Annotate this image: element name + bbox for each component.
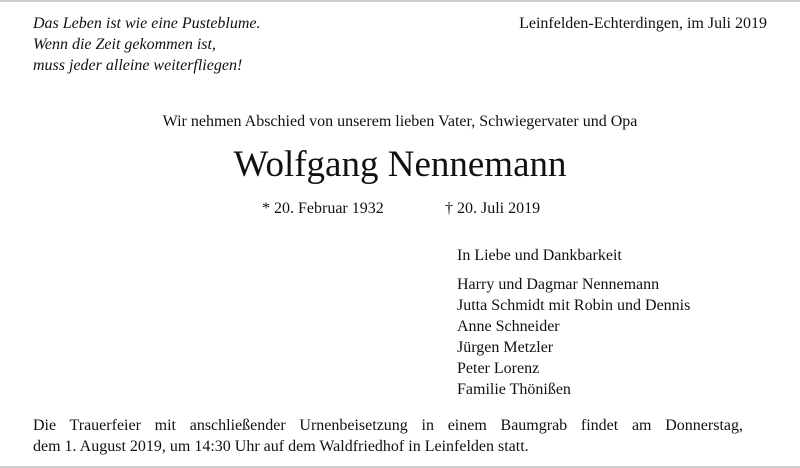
quote-line: Das Leben ist wie eine Pusteblume.: [33, 15, 261, 32]
quote-line: muss jeder alleine weiterfliegen!: [33, 57, 243, 74]
ceremony-line: Die Trauerfeier mit anschließender Urnenbeisetzung in einem Baumgrab findet am Donnerstag,: [33, 417, 743, 434]
ceremony-line: dem 1. August 2019, um 14:30 Uhr auf dem Waldfriedhof in Leinfelden statt.: [33, 438, 529, 455]
mourner-name: Jürgen Metzler: [457, 339, 554, 356]
death-date: † 20. Juli 2019: [445, 200, 541, 217]
mourner-name: Harry und Dagmar Nennemann: [457, 276, 660, 293]
mourner-name: Jutta Schmidt mit Robin und Dennis: [457, 297, 691, 314]
mourners-intro: In Liebe und Dankbarkeit: [457, 247, 622, 264]
mourner-name: Anne Schneider: [457, 318, 560, 335]
farewell-line: Wir nehmen Abschied von unserem lieben Vater, Schwiegervater und Opa: [162, 113, 638, 130]
mourners-block: [457, 245, 690, 400]
mourner-name: Peter Lorenz: [457, 360, 540, 377]
quote-block: [33, 13, 261, 76]
place-and-date: Leinfelden-Echterdingen, im Juli 2019: [519, 15, 767, 32]
quote-line: Wenn die Zeit gekommen ist,: [33, 36, 216, 53]
ceremony-info: [33, 415, 743, 457]
birth-date: * 20. Februar 1932: [262, 200, 384, 217]
deceased-name: Wolfgang Nennemann: [233, 144, 567, 185]
mourner-name: Familie Thönißen: [457, 381, 571, 398]
top-divider: [0, 0, 800, 2]
